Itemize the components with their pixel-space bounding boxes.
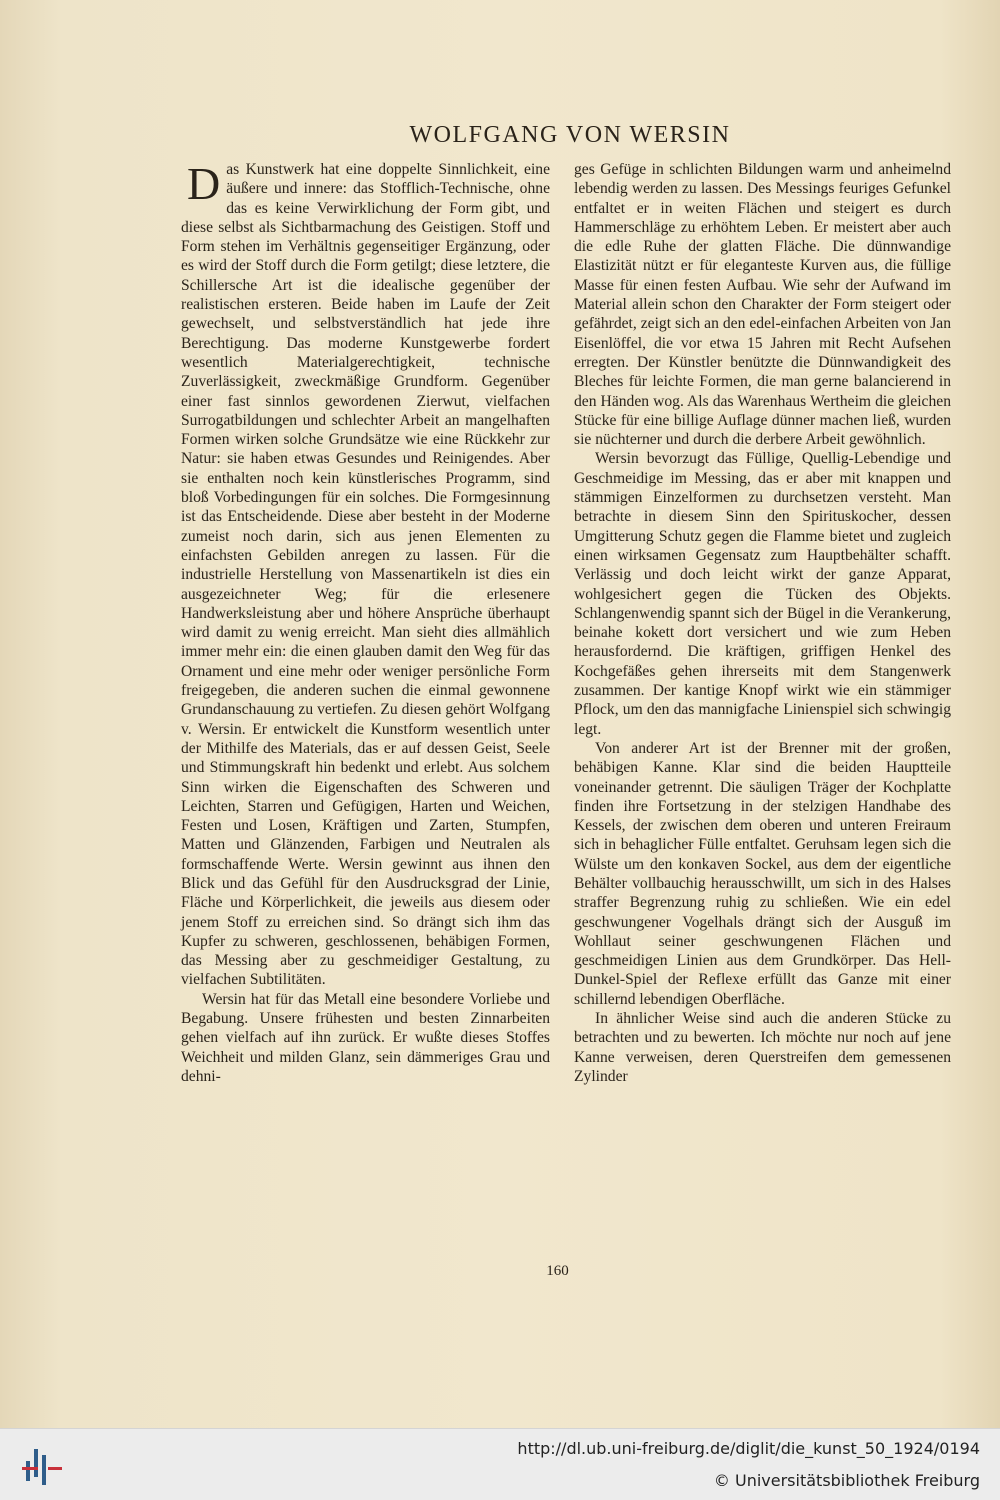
source-url-link[interactable]: http://dl.ub.uni-freiburg.de/diglit/die_kunst_50_1924/0194 [517, 1439, 980, 1458]
paragraph-text: as Kunstwerk hat eine doppelte Sinnlichkeit, eine äußere und innere: das Stofflich-Technische, ohne das es keine Verwirklichung der Form gibt, und diese selbst als Sichtbarmachung des Geistigen. Stoff und Form stehen im Verhältnis gegenseitiger Ergänzung, oder es wird der Stoff durch die Form getilgt; diese letztere, die Schillersche Art ist die idealische gegenüber der realistischen ersteren. Beide haben im Laufe der Zeit gewechselt, und selbstverständlich hat jede ihre Berechtigung. Das moderne Kunstgewerbe fordert wesentlich Materialgerechtigkeit, technische Zuverlässigkeit, zweckmäßige Grundform. Gegenüber einer fast sinnlos gewordenen Zierwut, vielfachen Surrogatbildungen und schlechter Arbeit an mangelhaften Formen wirken solche Grundsätze wie eine Rückkehr zur Natur: sie haben etwas Gesundes und Reinigendes. Aber sie enthalten noch kein künstlerisches Programm, sind bloß Vorbedingungen für ein solches. Die Formgesinnung ist das Entscheidende. Diese aber besteht in der Moderne zumeist noch darin, sich aus jenen Elementen zu einfachsten Gebilden anregen zu lassen. Für die industrielle Herstellung von Massenartikeln ist dies ein ausgezeichneter Weg; für die erlesenere Handwerksleistung aber und höhere Ansprüche überhaupt wird damit zu wenig erreicht. Man sieht dies allmählich immer mehr ein: die einen glauben damit den Weg für das Ornament und eine mehr oder weniger persönliche Form freigegeben, die anderen suchen die einmal gewonnene Grundanschauung zu vertiefen. Zu diesen gehört Wolfgang v. Wersin. Er entwickelt die Kunstform wesentlich unter der Mithilfe des Materials, das er auf dessen Geist, Seele und Stimmungskraft hin bedenkt und erlebt. Aus solchem Sinn wirken die Eigenschaften des Schweren und Leichten, Starren und Gefügigen, Harten und Weichen, Festen und Losen, Kräftigen und Zarten, Stumpfen, Matten und Glänzenden, Farbigen und Neutralen als formschaffende Werte. Wersin gewinnt aus ihnen den Blick und das Gefühl für den Ausdrucksgrad der Linie, Fläche und Körperlichkeit, die jeweils aus diesem oder jenem Stoff zu erreichen sind. So drängt sich ihm das Kupfer zu schweren, geschlossenen, behäbigen Formen, das Messing aber zu geschmeidiger Gestaltung, zu vielfachen Subtilitäten. [181, 161, 550, 989]
paragraph: In ähnlicher Weise sind auch die anderen Stücke zu betrachten und zu bewerten. Ich möchte nur noch auf jene Kanne verweisen, deren Querstreifen dem gemessenen Zylinder [574, 1010, 951, 1085]
article-title: WOLFGANG VON WERSIN [409, 122, 731, 148]
paragraph: ges Gefüge in schlichten Bildungen warm und anheimelnd lebendig werden zu lassen. Des Messings feuriges Gefunkel entfaltet er in weiten Flächen und steigert es durch Hammerschläge zu erhöhtem Leben. Er meistert aber auch die edle Ruhe der glatten Fläche. Die dünnwandige Elastizität nützt er für eleganteste Kurven aus, die füllige Masse für einen festen Aufbau. Wie sehr der Aufwand im Material allein schon den Charakter der Form steigert oder gefährdet, zeigt sich an den edel-einfachen Arbeiten von Jan Eisenlöffel, die vor etwa 15 Jahren mit Recht Aufsehen erregten. Der Künstler benützte die Dünnwandigkeit des Bleches für leichte Formen, die man gerne balancierend in den Händen wog. Als das Warenhaus Wertheim die gleichen Stücke für eine billige Auflage dünner machen ließ, wurden sie nüchterner und durch die derbere Arbeit gewöhnlich. [574, 161, 951, 449]
viewer-footer [0, 1428, 1000, 1500]
page-number: 160 [546, 1263, 569, 1279]
drop-cap: D [187, 158, 221, 209]
copyright-notice: © Universitätsbibliothek Freiburg [713, 1471, 980, 1490]
paragraph: Wersin hat für das Metall eine besondere Vorliebe und Begabung. Unsere frühesten und besten Zinnarbeiten gehen vielfach auf ihn zurück. Er wußte dieses Stoffes Weichheit und milden Glanz, sein dämmeriges Grau und dehni- [181, 990, 550, 1085]
paragraph: Wersin bevorzugt das Füllige, Quellig-Lebendige und Geschmeidige im Messing, das er aber mit knappen und stämmigen Einzelformen zu durchsetzen versteht. Man betrachte in diesem Sinn den Spirituskocher, dessen Umgitterung Schutz gegen die Flamme bietet und zugleich einen wirksamen Gegensatz zum Hauptbehälter schafft. Verlässig und doch leicht wirkt der ganze Apparat, wohlgesichert gegen die Tücken des Objekts. Schlangenwendig spannt sich der Bügel in die Verankerung, beinahe kokett dort versichert und wie zum Heben herausfordernd. Die kräftigen, griffigen Henkel des Kochgefäßes gehen ihrerseits mit dem Stangenwerk zusammen. Der kantige Knopf wirkt wie ein stämmiger Pflock, um den das mannigfache Linienspiel sich schwingig legt. [574, 450, 951, 738]
paragraph: Von anderer Art ist der Brenner mit der großen, behäbigen Kanne. Klar sind die beiden Hauptteile voneinander getrennt. Die säuligen Träger der Kochplatte finden ihre Fortsetzung in der stelzigen Handhabe des Kessels, der zwischen dem oberen und unteren Freiraum sich in behaglicher Fülle entfaltet. Geruhsam legen sich die Wülste um den konkaven Sockel, aus dem der eigentliche Behälter vollbauchig herausschwillt, um sich in des Halses straffer Begrenzung ruhig zu schließen. Wie ein edel geschwungener Vogelhals drängt sich der Ausguß im Wohllaut seiner geschwungenen Flächen und geschmeidigen Linien aus dem Grundkörper. Das Hell-Dunkel-Spiel der Reflexe erfüllt das Ganze mit einer schillernd lebendigen Oberfläche. [574, 739, 951, 1008]
right-text-column [574, 160, 951, 1086]
ub-freiburg-logo-icon [22, 1441, 64, 1489]
paragraph [181, 160, 550, 990]
left-text-column [181, 160, 550, 1086]
